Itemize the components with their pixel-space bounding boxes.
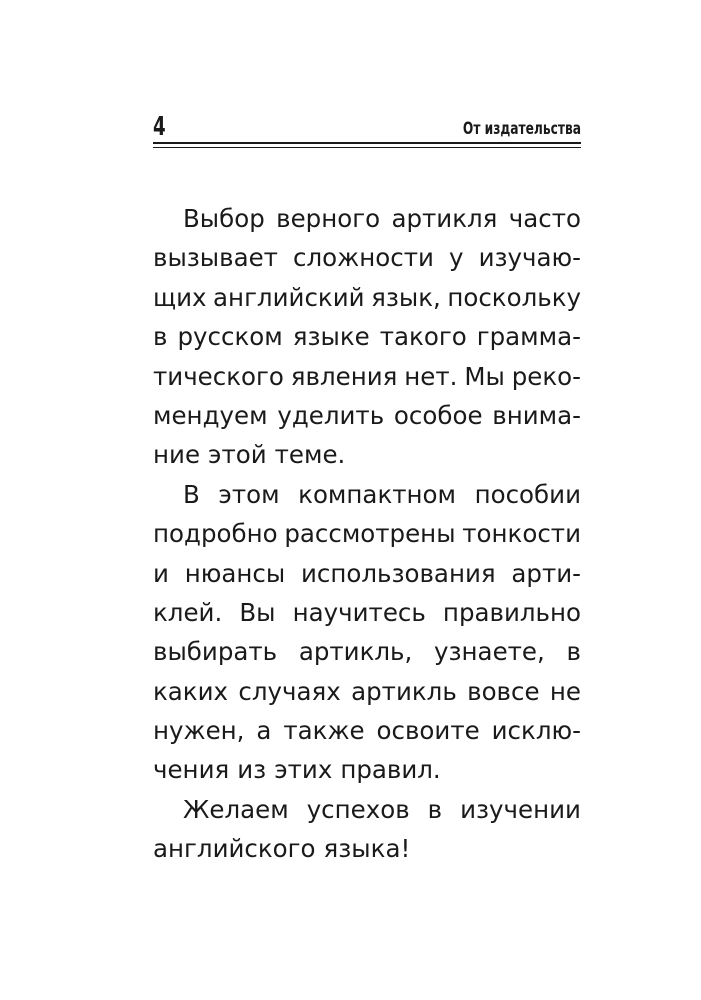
text-line — [153, 750, 581, 789]
header-rule-thick — [153, 142, 581, 144]
text-line — [153, 317, 581, 356]
word: грамма- — [476, 322, 581, 352]
word: теме. — [274, 440, 346, 470]
page-number: 4 — [153, 112, 166, 142]
word: вызывает — [153, 243, 278, 273]
word: вовсе — [467, 676, 540, 706]
word: правил. — [340, 755, 441, 785]
word: Мы — [464, 361, 505, 391]
word: выбирать — [153, 637, 278, 667]
word: также — [283, 716, 365, 746]
word: в — [427, 794, 443, 824]
text-line — [153, 790, 581, 829]
word: этих — [274, 755, 333, 785]
word: уделить — [277, 400, 385, 430]
word: узнаете, — [434, 637, 545, 667]
word: мендуем — [153, 400, 268, 430]
text-line — [153, 357, 581, 396]
word: каких — [153, 676, 229, 706]
word: нюансы — [184, 558, 286, 588]
word: артикль, — [298, 637, 413, 667]
word: реко- — [511, 361, 581, 391]
word: артикля — [391, 204, 498, 233]
word: языке — [292, 322, 370, 352]
word: освоите — [376, 716, 480, 746]
text-line — [153, 554, 581, 593]
word: изучаю- — [478, 243, 581, 273]
word: а — [256, 716, 272, 746]
header-rule-thin — [153, 147, 581, 148]
word: этой — [208, 440, 267, 470]
text-line — [153, 829, 581, 868]
word: и — [153, 558, 169, 588]
paragraph — [153, 199, 581, 475]
word: из — [237, 755, 267, 785]
paragraph — [153, 790, 581, 869]
paragraph — [153, 475, 581, 790]
word: подробно — [153, 519, 278, 549]
text-line — [153, 593, 581, 632]
text-line — [153, 672, 581, 711]
word: верного — [276, 204, 381, 233]
word: нет. — [404, 361, 458, 391]
word: поскольку — [447, 282, 581, 312]
word: компактном — [298, 479, 457, 509]
word: английского — [153, 834, 316, 864]
text-line — [153, 396, 581, 435]
running-title: От издательства — [462, 119, 581, 139]
word: Вы — [239, 597, 276, 627]
word: рассмотрены — [284, 519, 456, 549]
word: этом — [218, 479, 280, 509]
word: часто — [508, 204, 581, 233]
body-text — [153, 199, 581, 869]
text-line — [153, 475, 581, 514]
word: исклю- — [491, 716, 581, 746]
word: такого — [379, 322, 467, 352]
word: английский — [213, 282, 365, 312]
word: тонкости — [462, 519, 581, 549]
word: научитесь — [292, 597, 426, 627]
word: арти- — [511, 558, 581, 588]
word: внима- — [492, 400, 581, 430]
word: В — [183, 479, 200, 509]
text-line — [153, 435, 581, 474]
word: изучении — [460, 794, 581, 824]
word: не — [549, 676, 581, 706]
word: нужен, — [153, 716, 245, 746]
word: сложности — [293, 243, 434, 273]
text-line — [153, 711, 581, 750]
word: использования — [300, 558, 496, 588]
word: русском — [177, 322, 283, 352]
word: у — [448, 243, 464, 273]
word: Желаем — [183, 794, 289, 824]
text-line — [153, 278, 581, 317]
word: случаях — [238, 676, 341, 706]
word: щих — [153, 282, 207, 312]
word: в — [153, 322, 168, 352]
word: Выбор — [183, 204, 265, 233]
word: ние — [153, 440, 201, 470]
text-line — [153, 514, 581, 553]
word: тического — [153, 361, 284, 391]
text-line — [153, 199, 581, 238]
text-line — [153, 238, 581, 277]
word: пособии — [474, 479, 581, 509]
word: особое — [393, 400, 483, 430]
word: в — [566, 637, 581, 667]
word: успехов — [306, 794, 410, 824]
word: язык, — [371, 282, 441, 312]
word: чения — [153, 755, 230, 785]
word: клей. — [153, 597, 223, 627]
word: артикль — [351, 676, 457, 706]
word: языка! — [323, 834, 411, 864]
text-line — [153, 632, 581, 671]
word: явления — [290, 361, 398, 391]
word: правильно — [442, 597, 581, 627]
